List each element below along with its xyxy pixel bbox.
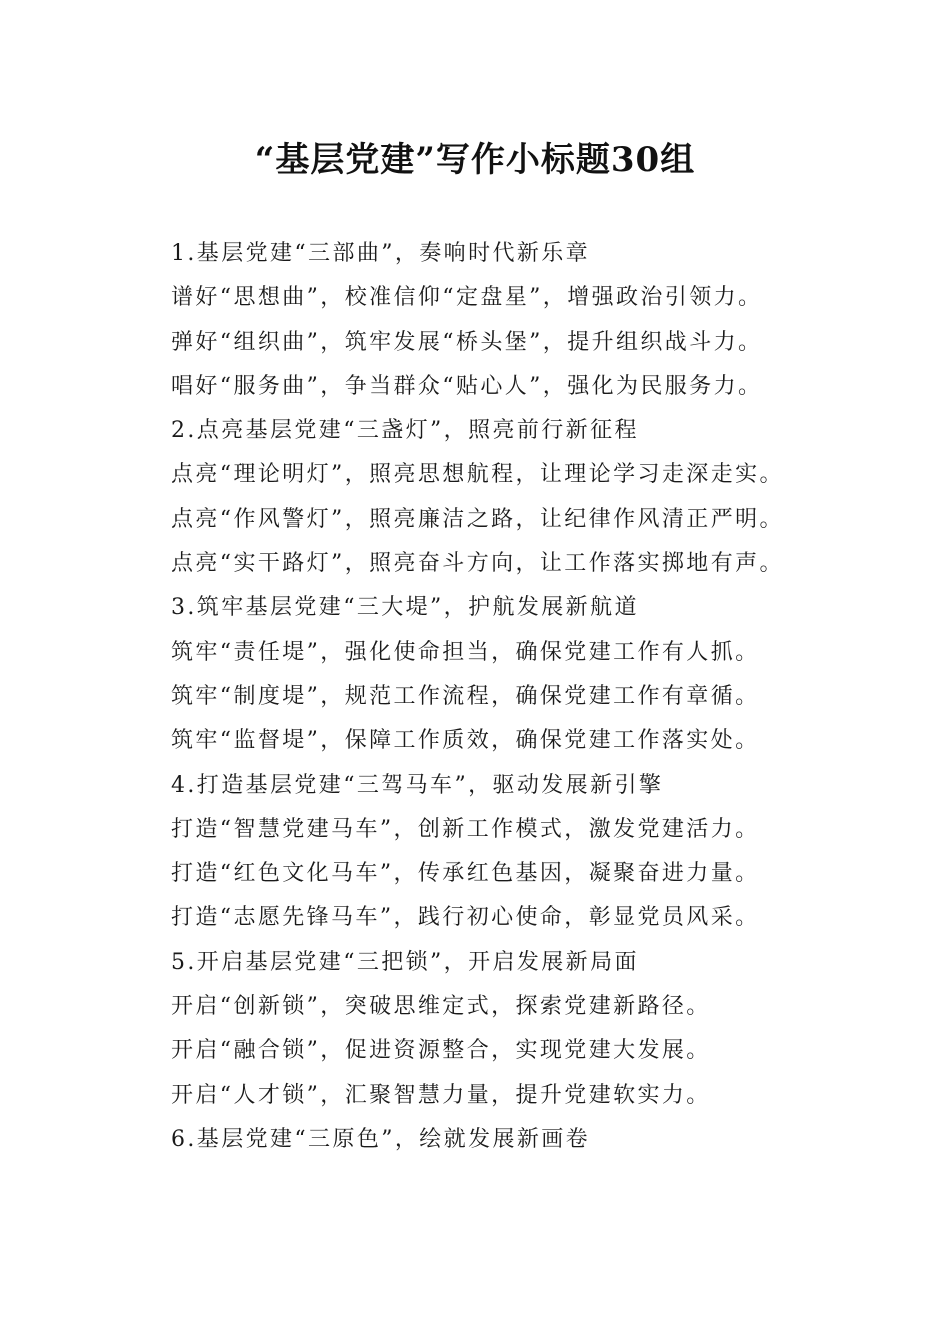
body-line: 打造“智慧党建马车”，创新工作模式，激发党建活力。 xyxy=(171,816,760,842)
body-line: 唱好“服务曲”，争当群众“贴心人”，强化为民服务力。 xyxy=(171,373,763,399)
body-line: 点亮“实干路灯”，照亮奋斗方向，让工作落实掷地有声。 xyxy=(171,551,784,577)
document-body xyxy=(171,232,871,1162)
section-heading-1: 1.基层党建“三部曲”，奏响时代新乐章 xyxy=(171,241,591,266)
body-line: 筑牢“制度堤”，规范工作流程，确保党建工作有章循。 xyxy=(171,683,760,709)
body-line: 开启“创新锁”，突破思维定式，探索党建新路径。 xyxy=(171,994,711,1020)
body-line: 点亮“理论明灯”，照亮思想航程，让理论学习走深走实。 xyxy=(171,462,784,488)
body-line: 打造“志愿先锋马车”，践行初心使命，彰显党员风采。 xyxy=(171,905,760,931)
page-title: “基层党建”写作小标题30组 xyxy=(254,140,696,180)
section-heading-4: 4.打造基层党建“三驾马车”，驱动发展新引擎 xyxy=(171,772,664,798)
body-line: 筑牢“监督堤”，保障工作质效，确保党建工作落实处。 xyxy=(171,728,760,754)
section-heading-5: 5.开启基层党建“三把锁”，开启发展新局面 xyxy=(171,949,639,975)
section-heading-3: 3.筑牢基层党建“三大堤”，护航发展新航道 xyxy=(171,595,639,621)
body-line: 开启“人才锁”，汇聚智慧力量，提升党建软实力。 xyxy=(171,1082,711,1108)
section-heading-6: 6.基层党建“三原色”，绘就发展新画卷 xyxy=(171,1126,591,1152)
body-line: 点亮“作风警灯”，照亮廉洁之路，让纪律作风清正严明。 xyxy=(171,506,784,532)
body-line: 开启“融合锁”，促进资源整合，实现党建大发展。 xyxy=(171,1038,711,1064)
section-heading-2: 2.点亮基层党建“三盏灯”，照亮前行新征程 xyxy=(171,418,639,444)
body-line: 谱好“思想曲”，校准信仰“定盘星”，增强政治引领力。 xyxy=(171,285,763,311)
body-line: 打造“红色文化马车”，传承红色基因，凝聚奋进力量。 xyxy=(171,861,760,887)
body-line: 筑牢“责任堤”，强化使命担当，确保党建工作有人抓。 xyxy=(171,639,760,665)
body-line: 弹好“组织曲”，筑牢发展“桥头堡”，提升组织战斗力。 xyxy=(171,329,763,355)
